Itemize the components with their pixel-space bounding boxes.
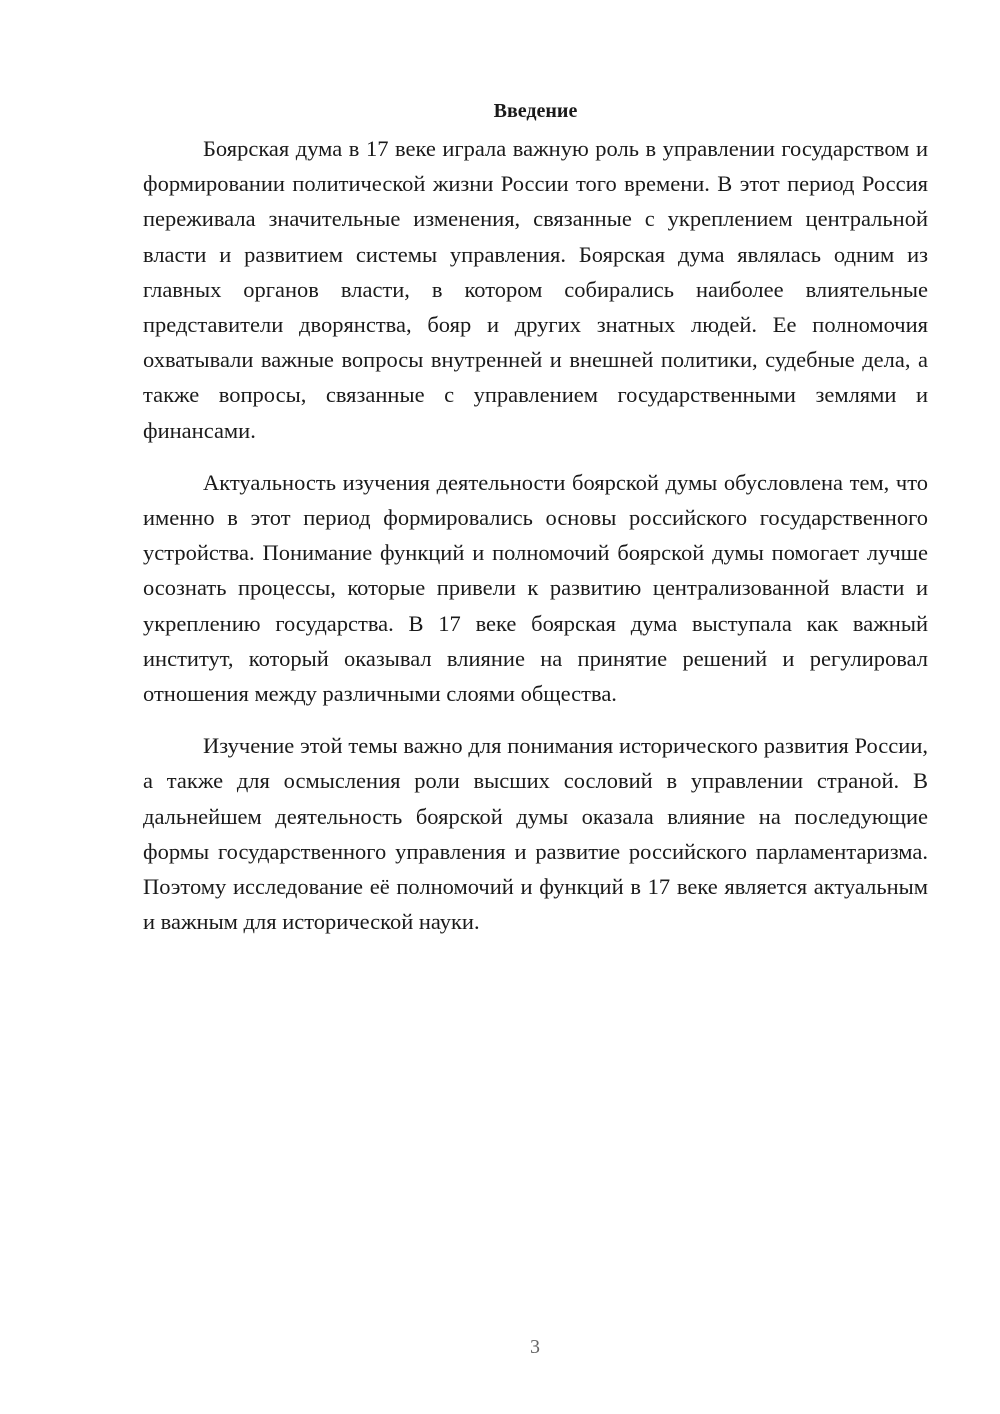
page-number: 3: [530, 1336, 540, 1358]
section-heading: Введение: [493, 100, 578, 122]
paragraph-1: Боярская дума в 17 веке играла важную роль в управлении государством и формировании политической жизни России того времени. В этот период Россия переживала значительные изменения, связанные с укреплением центральной власти и развитием системы управления. Боярская дума являлась одним из главных органов власти, в котором собирались наиболее влиятельные представители дворянства, бояр и других знатных людей. Ее полномочия охватывали важные вопросы внутренней и внешней политики, судебные дела, а также вопросы, связанные с управлением государственными землями и финансами.: [143, 136, 928, 443]
paragraph-3: Изучение этой темы важно для понимания исторического развития России, а также для осмысления роли высших сословий в управлении страной. В дальнейшем деятельность боярской думы оказала влияние на последующие формы государственного управления и развитие российского парламентаризма. Поэтому исследование её полномочий и функций в 17 веке является актуальным и важным для исторической науки.: [143, 733, 928, 935]
page-content: [143, 96, 928, 956]
paragraph-2: Актуальность изучения деятельности боярской думы обусловлена тем, что именно в этот период формировались основы российского государственного устройства. Понимание функций и полномочий боярской думы помогает лучше осознать процессы, которые привели к развитию централизованной власти и укреплению государства. В 17 веке боярская дума выступала как важный институт, который оказывал влияние на принятие решений и регулировал отношения между различными слоями общества.: [143, 469, 928, 707]
